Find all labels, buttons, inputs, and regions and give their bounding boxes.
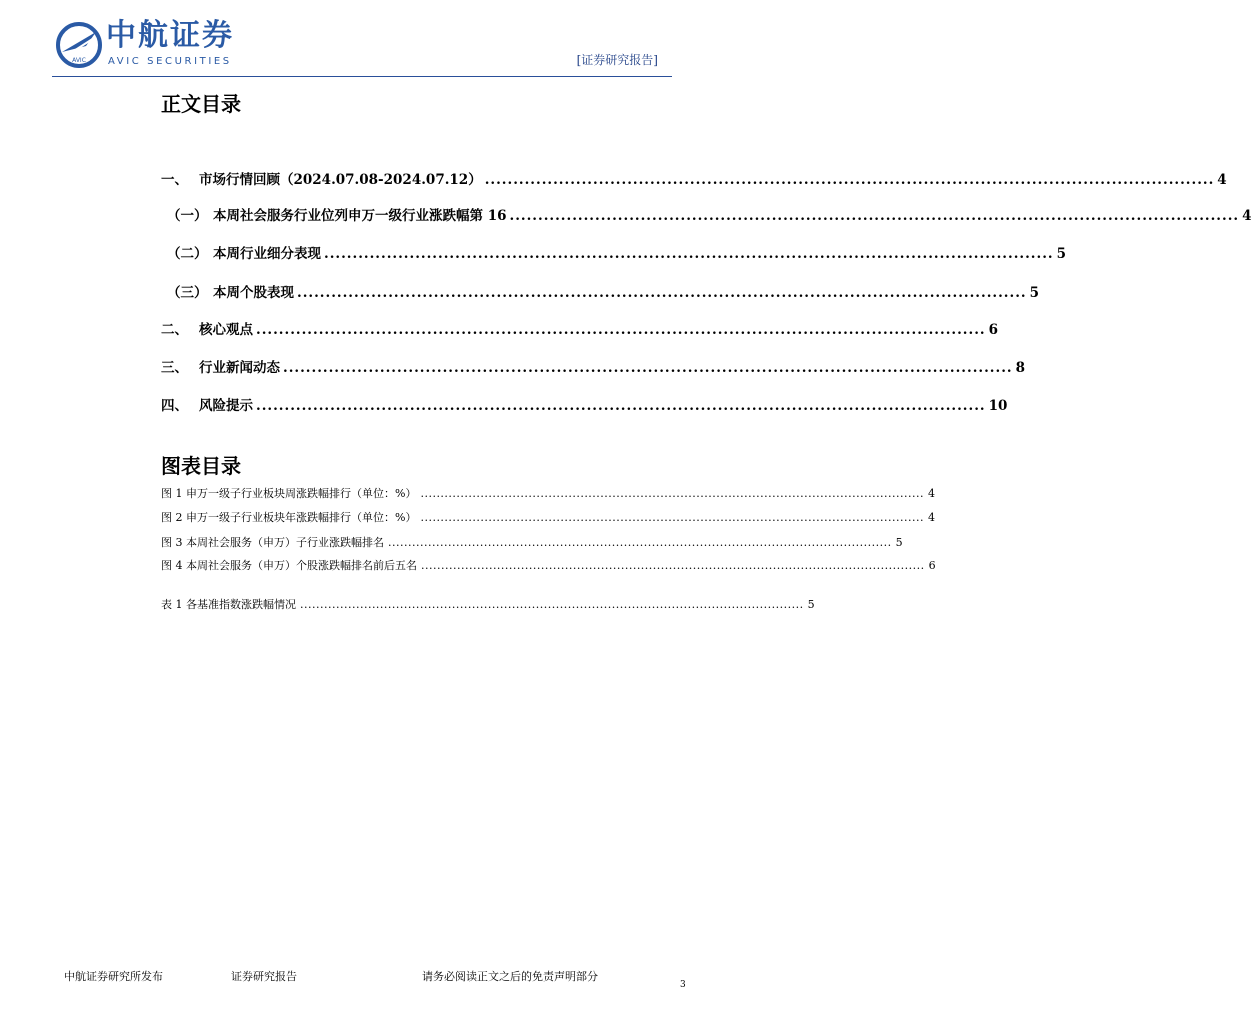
toc-item-text: 市场行情回顾（2024.07.08-2024.07.12） (199, 172, 482, 188)
footer-publisher: 中航证券研究所发布 (64, 970, 163, 983)
footer-disclaimer: 请务必阅读正文之后的免责声明部分 (422, 970, 598, 983)
figure-item-text: 图 4 本周社会服务（申万）个股涨跌幅排名前后五名 (161, 559, 417, 572)
figure-item-page: 4 (928, 511, 936, 524)
toc-item[interactable] (161, 359, 1025, 377)
figure-item-page: 6 (928, 559, 936, 572)
toc-item-number: 一、 (161, 172, 188, 188)
toc-item[interactable] (161, 207, 1252, 225)
figures-title: 图表目录 (161, 454, 241, 478)
toc-leader-dots: ................................................................................................................................ (324, 246, 1054, 262)
toc-item-page: 5 (1029, 285, 1039, 301)
toc-item-page: 5 (1056, 246, 1066, 262)
toc-leader-dots: ................................................................................................................................ (484, 172, 1215, 188)
footer-report-type: 证券研究报告 (231, 970, 297, 983)
toc-item-number: 二、 (161, 322, 188, 338)
figure-item[interactable] (161, 558, 936, 573)
page-header (0, 0, 724, 82)
brand-name-cn: 中航证券 (106, 18, 234, 53)
toc-item-page: 10 (988, 398, 1008, 414)
toc-item-text: 本周个股表现 (213, 285, 294, 301)
figure-item-page: 5 (895, 536, 903, 549)
toc-item-text: 核心观点 (199, 322, 253, 338)
toc-item-text: 本周社会服务行业位列申万一级行业涨跌幅第 16 (213, 208, 507, 224)
avic-logo-icon (56, 22, 102, 68)
table-leader-dots: .............................................................................................................................. (300, 598, 804, 611)
toc-item-page: 4 (1242, 208, 1252, 224)
header-divider (52, 76, 672, 77)
toc-item-text: 本周行业细分表现 (213, 246, 321, 262)
toc-item-number: 三、 (161, 360, 188, 376)
toc-leader-dots: ................................................................................................................................ (256, 322, 986, 338)
toc-item-number: 四、 (161, 398, 188, 414)
figure-leader-dots: .............................................................................................................................. (420, 511, 925, 524)
toc-item-page: 8 (1015, 360, 1025, 376)
toc-item-text: 风险提示 (199, 398, 253, 414)
figure-item-text: 图 3 本周社会服务（申万）子行业涨跌幅排名 (161, 536, 384, 549)
toc-item-number: （三） (167, 285, 208, 301)
figure-leader-dots: .............................................................................................................................. (420, 487, 925, 500)
toc-item-number: （二） (167, 246, 208, 262)
toc-item-page: 6 (988, 322, 998, 338)
table-item[interactable] (161, 597, 815, 612)
figure-item-text: 图 2 申万一级子行业板块年涨跌幅排行（单位：%） (161, 511, 417, 524)
toc-leader-dots: ................................................................................................................................ (509, 208, 1240, 224)
figure-leader-dots: .............................................................................................................................. (421, 559, 925, 572)
toc-item-page: 4 (1217, 172, 1227, 188)
table-item-page: 5 (807, 598, 815, 611)
toc-item[interactable] (161, 321, 998, 339)
page-footer (0, 968, 724, 998)
toc-leader-dots: ................................................................................................................................ (256, 398, 986, 414)
figure-item[interactable] (161, 486, 936, 501)
toc-leader-dots: ................................................................................................................................ (297, 285, 1027, 301)
figure-item-text: 图 1 申万一级子行业板块周涨跌幅排行（单位：%） (161, 487, 417, 500)
brand-name-en: AVIC SECURITIES (108, 56, 232, 67)
figure-item[interactable] (161, 510, 936, 525)
page-number: 3 (680, 980, 686, 990)
report-type-label: [证券研究报告] (576, 53, 658, 67)
figure-item[interactable] (161, 535, 903, 550)
toc-item[interactable] (161, 397, 1008, 415)
toc-item[interactable] (161, 284, 1039, 302)
toc-item-text: 行业新闻动态 (199, 360, 280, 376)
toc-leader-dots: ................................................................................................................................ (283, 360, 1013, 376)
toc-item[interactable] (161, 245, 1066, 263)
toc-title: 正文目录 (161, 92, 241, 116)
table-item-text: 表 1 各基准指数涨跌幅情况 (161, 598, 296, 611)
toc-item[interactable] (161, 171, 1227, 189)
logo-text: AVIC (72, 57, 86, 64)
figure-leader-dots: .............................................................................................................................. (388, 536, 892, 549)
figure-item-page: 4 (928, 487, 936, 500)
toc-item-number: （一） (167, 208, 208, 224)
